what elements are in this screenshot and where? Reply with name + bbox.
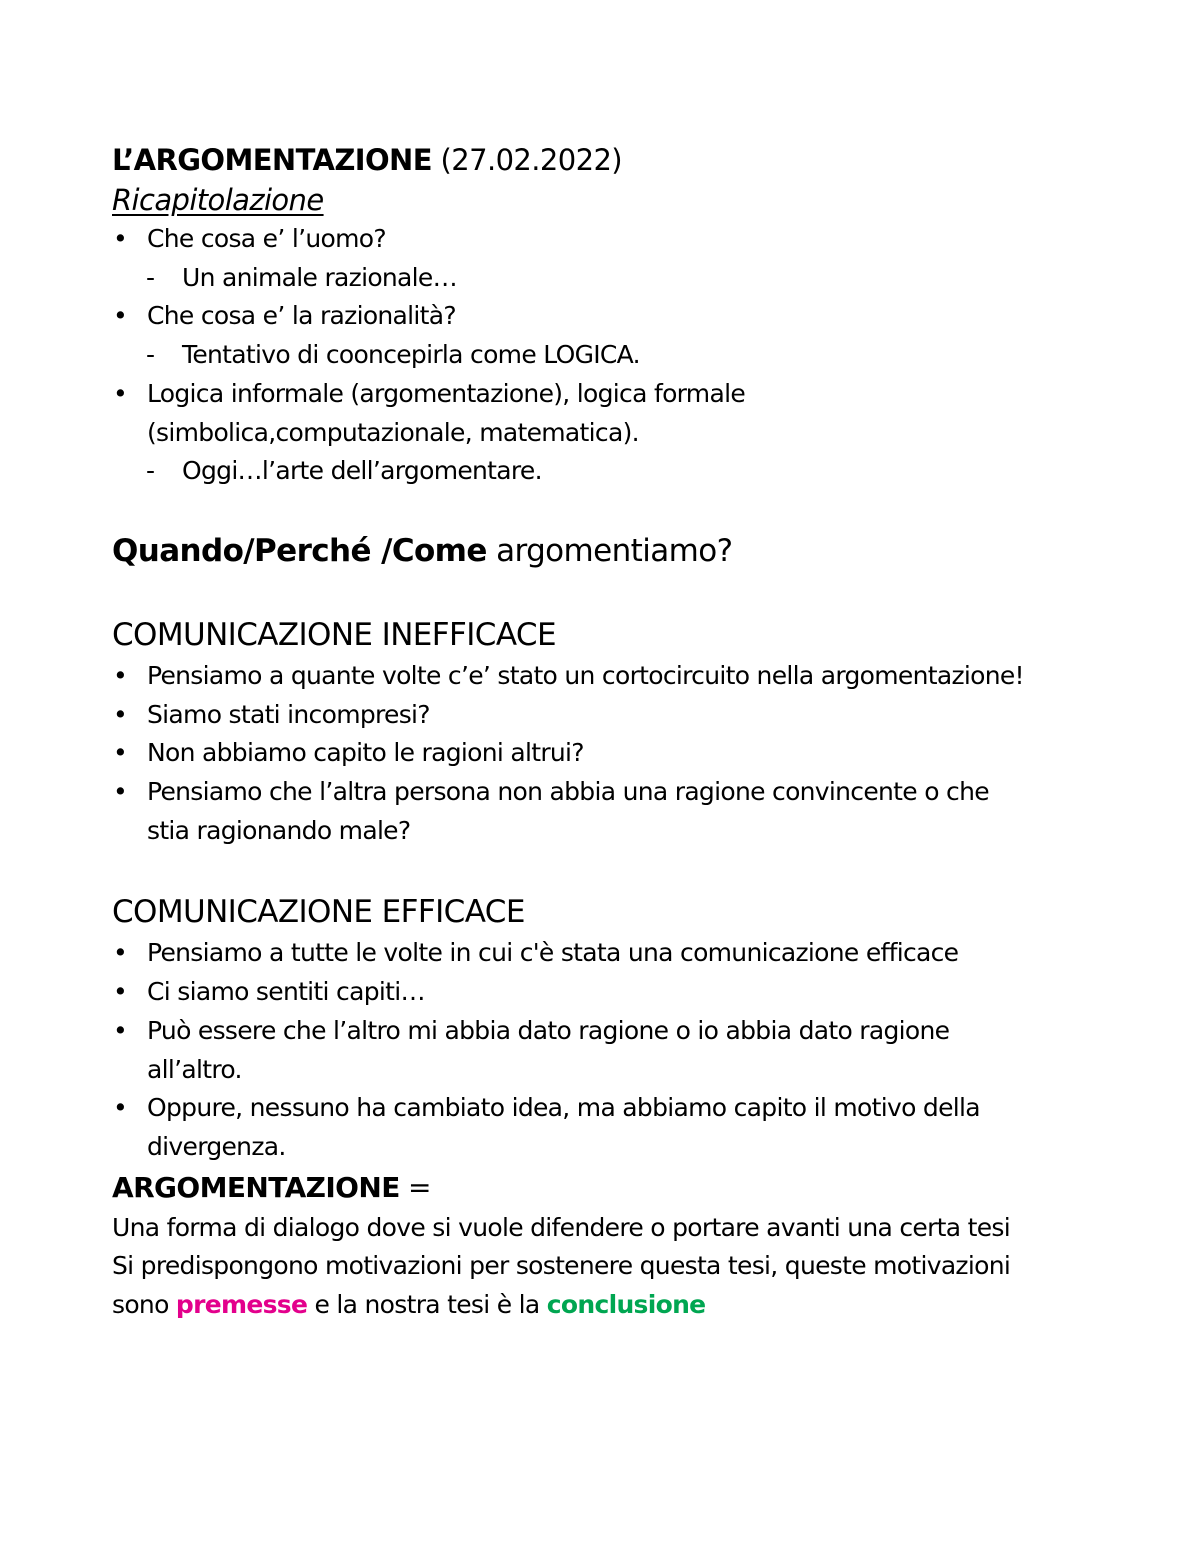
spacer <box>112 850 1112 890</box>
document-title <box>112 140 1112 180</box>
list-item <box>112 1089 1112 1128</box>
sub-list-item-text: Un animale razionale… <box>182 262 457 292</box>
list-item <box>112 375 1112 414</box>
list-item-text: Ci siamo sentiti capiti… <box>147 977 425 1007</box>
dash-marker: - <box>146 262 155 292</box>
question-heading <box>112 529 1112 573</box>
list-item <box>112 657 1112 696</box>
section-heading-inefficace: COMUNICAZIONE INEFFICACE <box>112 616 556 653</box>
bullet-marker: • <box>113 977 128 1007</box>
bullet-marker: • <box>113 1015 128 1045</box>
bullet-marker: • <box>113 301 128 331</box>
bullet-marker: • <box>113 660 128 690</box>
conclusione-term: conclusione <box>546 1290 706 1320</box>
list-item-continuation: divergenza. <box>147 1131 286 1161</box>
sub-list-item <box>112 336 1112 375</box>
definition-equals: = <box>399 1170 431 1204</box>
definition-line-3 <box>112 1286 1112 1325</box>
bullet-marker: • <box>113 777 128 807</box>
definition-line-1: Una forma di dialogo dove si vuole difendere o portare avanti una certa tesi <box>112 1212 1010 1242</box>
list-item-text: Che cosa e’ la razionalità? <box>147 301 456 331</box>
list-item-continuation: (simbolica,computazionale, matematica). <box>147 417 639 447</box>
dash-marker: - <box>146 456 155 486</box>
document-page <box>112 140 1112 1325</box>
definition-heading-text: ARGOMENTAZIONE <box>112 1170 400 1204</box>
list-item-text: Pensiamo che l’altra persona non abbia una ragione convincente o che <box>147 777 989 807</box>
list-item <box>112 734 1112 773</box>
question-rest: argomentiamo? <box>486 532 733 569</box>
list-item <box>112 696 1112 735</box>
section-heading-efficace: COMUNICAZIONE EFFICACE <box>112 894 525 931</box>
list-item <box>112 297 1112 336</box>
bullet-marker: • <box>113 699 128 729</box>
definition-line-3-mid: e la nostra tesi è la <box>307 1290 547 1320</box>
definition-heading <box>112 1167 1112 1209</box>
sub-list-item <box>112 259 1112 298</box>
bullet-marker: • <box>113 1093 128 1123</box>
list-item-continuation: all’altro. <box>147 1054 242 1084</box>
list-item-text: Può essere che l’altro mi abbia dato ragione o io abbia dato ragione <box>147 1015 950 1045</box>
spacer <box>112 491 1112 529</box>
list-item-text: Non abbiamo capito le ragioni altrui? <box>147 738 584 768</box>
list-item <box>112 934 1112 973</box>
title-main: L’ARGOMENTAZIONE <box>112 143 432 177</box>
bullet-marker: • <box>113 938 128 968</box>
dash-marker: - <box>146 340 155 370</box>
question-bold: Quando/Perché /Come <box>112 532 487 569</box>
recap-heading-text: Ricapitolazione <box>112 183 324 217</box>
title-date: (27.02.2022) <box>431 143 623 177</box>
list-item-text: Siamo stati incompresi? <box>147 699 430 729</box>
list-item-text: Che cosa e’ l’uomo? <box>147 224 386 253</box>
list-item-continuation: stia ragionando male? <box>147 815 411 845</box>
sub-list-item-text: Oggi…l’arte dell’argomentare. <box>182 456 542 486</box>
sub-list-item-text: Tentativo di cooncepirla come LOGICA. <box>182 340 640 370</box>
sub-list-item <box>112 452 1112 491</box>
list-item <box>112 220 1112 259</box>
list-item-text: Pensiamo a quante volte c’e’ stato un cortocircuito nella argomentazione! <box>147 660 1024 690</box>
list-item-text: Pensiamo a tutte le volte in cui c'è stata una comunicazione efficace <box>147 938 959 968</box>
list-item <box>112 973 1112 1012</box>
recap-heading <box>112 180 1112 220</box>
list-item-text: Logica informale (argomentazione), logica formale <box>147 378 745 408</box>
list-item <box>112 1012 1112 1051</box>
premesse-term: premesse <box>175 1290 308 1320</box>
list-item <box>112 773 1112 812</box>
bullet-marker: • <box>113 738 128 768</box>
bullet-marker: • <box>113 378 128 408</box>
bullet-marker: • <box>113 224 128 253</box>
definition-line-3-start: sono <box>112 1290 176 1320</box>
list-item-text: Oppure, nessuno ha cambiato idea, ma abbiamo capito il motivo della <box>147 1093 980 1123</box>
definition-line-2: Si predispongono motivazioni per sostenere questa tesi, queste motivazioni <box>112 1251 1011 1281</box>
spacer <box>112 573 1112 613</box>
